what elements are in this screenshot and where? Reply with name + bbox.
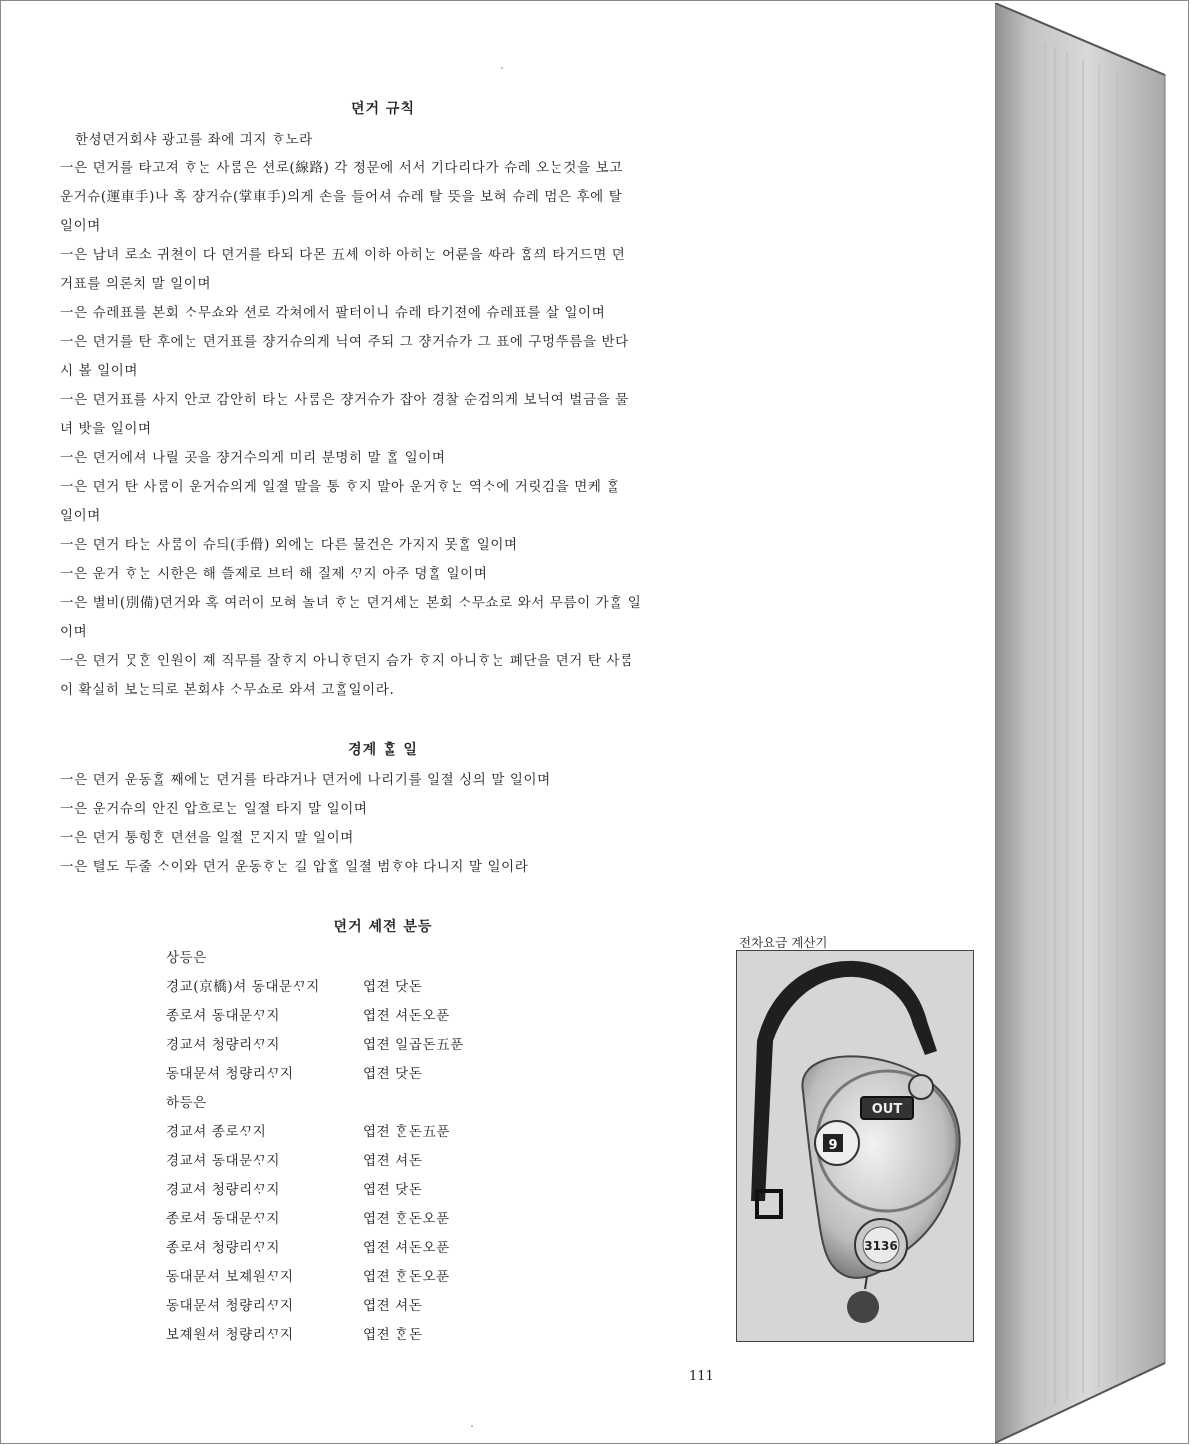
fare-price: 엽젼 셔돈	[363, 1298, 423, 1314]
paper-speck	[501, 67, 503, 69]
rule-line: 一은 뎐거 탄 사ᄅᆞᆷ이 운거슈의게 일졀 말을 통 ᄒᆞ지 말아 운거ᄒᆞᄂᆞᆫ 역ᄉᆞ에 거릿김을 면케 ᄒᆞᆯ	[60, 479, 621, 495]
rule-line: 一은 뎐거를 타고져 ᄒᆞᄂᆞᆫ 사ᄅᆞᆷ은 션로(線路) 각 졍문에 서서 기다리다가 슈레 오ᄂᆞᆫ것을 보고	[60, 160, 623, 176]
fare-route: 종로셔 청량리ᄭᆞ지	[166, 1240, 281, 1256]
out-label: OUT	[871, 1102, 903, 1117]
caution-line: 一은 텰도 두줄 ᄉᆞ이와 뎐거 운동ᄒᆞᄂᆞᆫ 길 압ᄒᆞᆯ 일졀 범ᄒᆞ야 다니지 말 일이라	[60, 859, 529, 875]
fare-price: 엽젼 셔돈오푼	[363, 1008, 450, 1024]
fares-upper-label: 상등은	[166, 950, 207, 966]
fare-price: 엽젼 ᄒᆞᆫ돈	[363, 1327, 423, 1343]
rule-line: 一은 뎐거 타ᄂᆞᆫ 사ᄅᆞᆷ이 슈듸(手傦) 외에ᄂᆞᆫ 다른 물건은 가지지 못ᄒᆞᆯ 일이며	[60, 537, 518, 553]
rule-line: 일이며	[60, 508, 101, 524]
fare-price: 엽젼 닷돈	[363, 979, 423, 995]
rule-line: 一은 운거 ᄒᆞᄂᆞᆫ 시한은 해 ᄯᅳᆯ제로 브터 해 질제 ᄭᆞ지 아주 뎡ᄒᆞᆯ 일이며	[60, 566, 488, 582]
cautions-title: 경계 ᄒᆞᆯ 일	[348, 742, 418, 758]
rule-line: 운거슈(運車手)나 혹 쟝거슈(掌車手)의게 손을 들어셔 슈레 탈 뜻을 보혀 슈레 멈은 후에 탈	[60, 189, 623, 205]
fare-route: 경교셔 동대문ᄭᆞ지	[166, 1153, 281, 1169]
fare-price: 엽젼 ᄒᆞᆫ돈오푼	[363, 1211, 450, 1227]
rule-line: 녀 밧을 일이며	[60, 421, 152, 437]
caution-line: 一은 뎐거 통힝ᄒᆞᆫ 뎐션을 일졀 ᄆᆞᆫ지지 말 일이며	[60, 830, 354, 846]
fare-route: 경교(京橋)셔 동대문ᄭᆞ지	[166, 979, 320, 995]
book-page-edges	[995, 3, 1167, 1443]
rule-line: 一은 별비(別備)뎐거와 혹 여러이 모혀 놀녀 ᄒᆞᄂᆞᆫ 뎐거셰ᄂᆞᆫ 본회 ᄉᆞ무쇼로 와서 무름이 가ᄒᆞᆯ 일	[60, 595, 642, 611]
fare-price: 엽젼 ᄒᆞᆫ돈오푼	[363, 1269, 450, 1285]
paper-speck	[471, 1425, 473, 1427]
fare-route: 경교셔 청량리ᄭᆞ지	[166, 1182, 281, 1198]
caution-line: 一은 운거슈의 안진 압흐로ᄂᆞᆫ 일졀 타지 말 일이며	[60, 801, 368, 817]
fare-route: 경교셔 종로ᄭᆞ지	[166, 1124, 267, 1140]
fares-title: 뎐거 셰젼 분등	[333, 919, 433, 935]
fare-price: 엽젼 닷돈	[363, 1182, 423, 1198]
book-page	[3, 3, 995, 1443]
fare-route: 종로셔 동대문ᄭᆞ지	[166, 1008, 281, 1024]
fare-route: 보졔원셔 청량리ᄭᆞ지	[166, 1327, 294, 1343]
fare-price: 엽젼 셔돈오푼	[363, 1240, 450, 1256]
rules-title: 뎐거 규칙	[351, 101, 415, 117]
rule-line: 시 볼 일이며	[60, 363, 138, 379]
rule-line: 이며	[60, 624, 88, 640]
fare-price: 엽젼 셔돈	[363, 1153, 423, 1169]
caution-line: 一은 뎐거 운동ᄒᆞᆯ 째에ᄂᆞᆫ 뎐거를 타랴거나 뎐거에 나리기를 일졀 싱의 말 일이며	[60, 772, 551, 788]
rule-line: 一은 슈레표를 본회 ᄉᆞ무쇼와 션로 각쳐에서 팔터이니 슈레 타기젼에 슈레표를 살 일이며	[60, 305, 606, 321]
rule-line: 一은 뎐거 ᄆᆞᆺᄒᆞᆫ 인원이 졔 직무를 잘ᄒᆞ지 아니ᄒᆞ던지 슴가 ᄒᆞ지 아니ᄒᆞᄂᆞᆫ 폐단을 뎐거 탄 사ᄅᆞᆷ	[60, 653, 634, 669]
rule-line: 이 확실히 보ᄂᆞᆫ듸로 본회샤 ᄉᆞ무쇼로 와셔 고ᄒᆞᆯ일이라.	[60, 682, 395, 698]
fares-lower-label: 하등은	[166, 1095, 207, 1111]
fare-counter-illustration	[737, 951, 973, 1341]
fare-route: 동대문셔 청량리ᄭᆞ지	[166, 1066, 294, 1082]
photo-caption: 전차요금 계산기	[739, 935, 828, 950]
rule-line: 거표를 의론치 말 일이며	[60, 276, 212, 292]
fare-price: 엽젼 ᄒᆞᆫ돈五푼	[363, 1124, 451, 1140]
fare-counter-photo	[736, 950, 974, 1342]
fare-route: 경교셔 청량리ᄭᆞ지	[166, 1037, 281, 1053]
rule-line: 일이며	[60, 218, 101, 234]
serial-number: 3136	[864, 1239, 898, 1253]
fare-route: 동대문셔 보졔원ᄭᆞ지	[166, 1269, 294, 1285]
rule-line: 一은 뎐거를 탄 후에ᄂᆞᆫ 뎐거표를 쟝거슈의게 닉여 주되 그 쟝거슈가 그 표에 구멍ᄯᅮ름을 반다	[60, 334, 629, 350]
rule-line: 一은 남녀 로소 귀쳔이 다 뎐거를 타되 다몬 五셰 이하 아히ᄂᆞᆫ 어룬을 ᄯᅡ라 ᄒᆞᆷᄭᅴ 타거드면 뎐	[60, 247, 626, 263]
fare-route: 종로셔 동대문ᄭᆞ지	[166, 1211, 281, 1227]
rule-line: 一은 뎐거에셔 나릴 곳을 쟝거수의게 미리 분명히 말 ᄒᆞᆯ 일이며	[60, 450, 446, 466]
fare-price: 엽젼 닷돈	[363, 1066, 423, 1082]
page-number: 111	[689, 1369, 714, 1384]
dial-number: 9	[828, 1138, 838, 1153]
fare-route: 동대문셔 청량리ᄭᆞ지	[166, 1298, 294, 1314]
rules-intro: 한셩뎐거회샤 광고를 좌에 긔지 ᄒᆞ노라	[75, 132, 313, 148]
fare-price: 엽젼 일곱돈五푼	[363, 1037, 464, 1053]
rule-line: 一은 뎐거표를 사지 안코 감안히 타ᄂᆞᆫ 사ᄅᆞᆷ은 쟝거슈가 잡아 경찰 순검의게 보닉여 벌금을 물	[60, 392, 629, 408]
